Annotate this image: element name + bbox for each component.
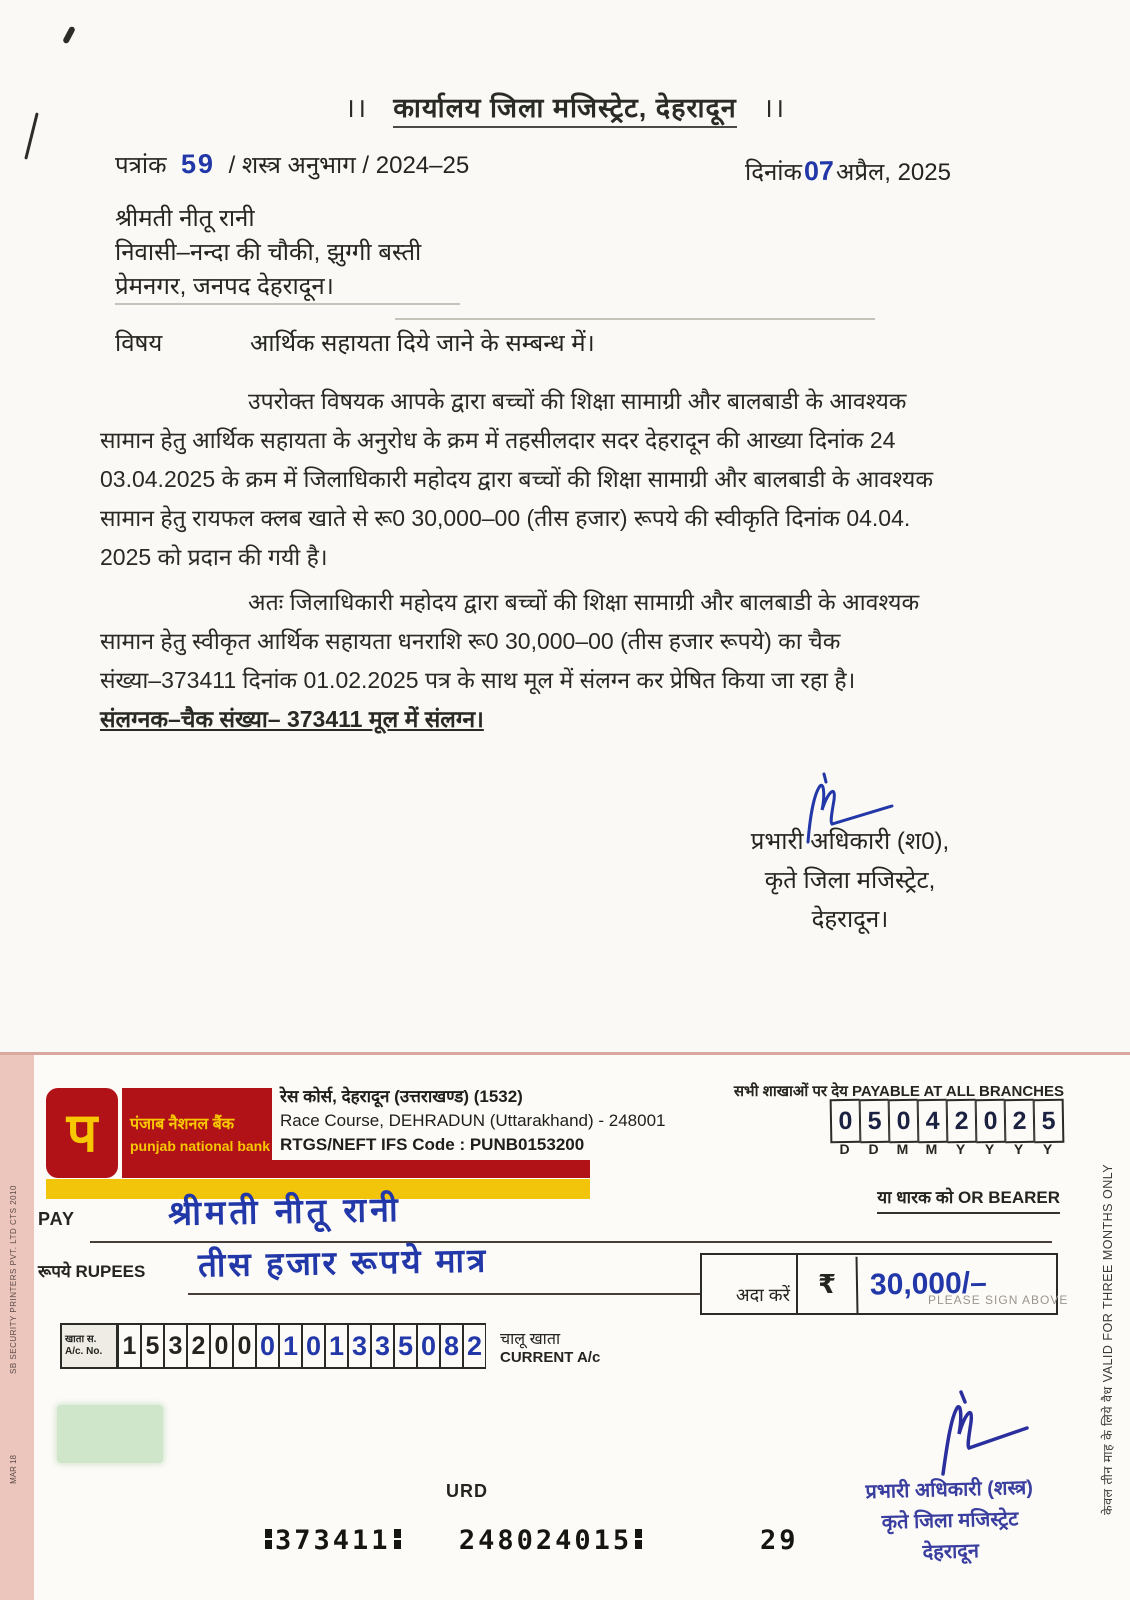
addressee-block <box>115 202 421 304</box>
account-digit-printed: 1 <box>118 1323 141 1369</box>
scan-underline <box>115 303 460 305</box>
rupees-label: रूपये RUPEES <box>38 1262 146 1281</box>
enclosure-line: संलग्नक–चैक संख्या– 373411 मूल में संलग्न। <box>100 706 484 732</box>
date-digit: 5 <box>860 1099 890 1143</box>
printer-imprint-vertical: SB SECURITY PRINTERS PVT. LTD CTS 2010 <box>9 1185 18 1374</box>
para-line: सामान हेतु रायफल क्लब खाते से रू0 30,000–00 (तीस हजार) रूपये की स्वीकृति दिनांक 04.04. <box>100 505 911 531</box>
micr-delimiter-icon <box>265 1529 272 1549</box>
date-boxes <box>830 1099 1064 1143</box>
scan-underline <box>395 318 875 320</box>
pnb-logo-icon <box>46 1088 118 1178</box>
ref-number-handwritten: 59 <box>180 148 215 180</box>
micr-delimiter-icon <box>635 1529 642 1549</box>
account-number-row <box>60 1323 600 1369</box>
account-digit-printed: 0 <box>210 1323 233 1369</box>
account-digit-printed: 5 <box>141 1323 164 1369</box>
micr-sort-code: 248024015 <box>458 1525 633 1556</box>
para-line: उपरोक्त विषयक आपके द्वारा बच्चों की शिक्षा सामाग्री और बालबाडी के आवश्यक <box>248 388 907 414</box>
para-line: अतः जिलाधिकारी महोदय द्वारा बच्चों की शिक्षा सामाग्री और बालबाडी के आवश्यक <box>248 589 920 615</box>
account-digit-handwritten: 1 <box>325 1323 348 1369</box>
date-format-letter: M <box>896 1141 909 1157</box>
please-sign-above-text: PLEASE SIGN ABOVE <box>928 1293 1069 1307</box>
account-digit-printed: 0 <box>233 1323 256 1369</box>
account-digit-handwritten: 0 <box>256 1323 279 1369</box>
date-day-handwritten: 07 <box>803 155 835 187</box>
branch-block <box>280 1085 666 1157</box>
date-digit: 5 <box>1034 1099 1065 1144</box>
addressee-line: प्रेमनगर, जनपद देहरादून। <box>115 273 334 300</box>
maroon-stripe <box>272 1160 590 1178</box>
signatory-block <box>690 822 1010 939</box>
account-digit-handwritten: 2 <box>463 1323 486 1369</box>
stamp-line: देहरादून <box>922 1540 980 1564</box>
account-digit-printed: 3 <box>164 1323 187 1369</box>
header-bars-left: ।। <box>344 93 368 123</box>
micr-trailing: 29 <box>760 1525 799 1556</box>
account-digit-handwritten: 8 <box>440 1323 463 1369</box>
date-format-letter: Y <box>955 1141 966 1157</box>
account-label-english: A/c. No. <box>65 1346 103 1357</box>
office-stamp <box>829 1472 1071 1571</box>
stamp-line: कृते जिला मजिस्ट्रेट <box>881 1508 1019 1534</box>
pay-order-label: अदा करें <box>735 1285 790 1305</box>
account-type <box>500 1323 600 1369</box>
account-type-hindi: चालू खाता <box>500 1330 561 1348</box>
officer-signature-cheque <box>905 1390 1035 1480</box>
security-green-patch <box>57 1405 163 1463</box>
date-digit: 4 <box>918 1099 948 1143</box>
rupee-symbol: ₹ <box>796 1255 856 1313</box>
date-format-letter: M <box>925 1141 938 1157</box>
subject-row <box>115 326 1015 359</box>
bank-name-box <box>122 1088 272 1178</box>
subject-label: विषय <box>115 330 163 357</box>
letter-header <box>0 88 1130 125</box>
micr-cheque-number: 373411 <box>275 1525 391 1556</box>
ref-label: पत्रांक <box>115 152 167 179</box>
account-digit-handwritten: 0 <box>302 1323 325 1369</box>
bank-name-hindi: पंजाब नैशनल बैंक <box>130 1116 235 1133</box>
date-digit: 0 <box>830 1099 861 1144</box>
account-digit-handwritten: 5 <box>394 1323 417 1369</box>
branch-english: Race Course, DEHRADUN (Uttarakhand) - 248001 <box>280 1111 666 1130</box>
date-label: दिनांक <box>745 159 802 186</box>
bank-name-english: punjab national bank <box>130 1138 271 1154</box>
account-label-hindi: खाता स. <box>65 1334 97 1345</box>
branch-hindi: रेस कोर्स, देहरादून (उत्तराखण्ड) (1532) <box>280 1087 523 1106</box>
date-format-letter: Y <box>984 1141 995 1157</box>
subject-text: आर्थिक सहायता दिये जाने के सम्बन्ध में। <box>250 330 595 357</box>
date-digit: 0 <box>976 1099 1006 1143</box>
addressee-line: निवासी–नन्दा की चौकी, झुग्गी बस्ती <box>115 239 422 266</box>
para-line: 03.04.2025 के क्रम में जिलाधिकारी महोदय द्वारा बच्चों की शिक्षा सामाग्री और बालबाडी के आवश्यक <box>100 466 933 492</box>
para-line: संख्या–373411 दिनांक 01.02.2025 पत्र के साथ मूल में संलग्न कर प्रेषित किया जा रहा है। <box>100 667 856 693</box>
validity-vertical-text: केवल तीन माह के लिये वैध VALID FOR THREE MONTHS ONLY <box>1101 1163 1115 1515</box>
date-rest: अप्रैल, 2025 <box>835 159 951 186</box>
stamp-line: प्रभारी अधिकारी (शस्त्र) <box>865 1476 1034 1504</box>
date-digit: 2 <box>1005 1099 1035 1143</box>
payable-at-all-branches: सभी शाखाओं पर देय PAYABLE AT ALL BRANCHES <box>733 1083 1064 1100</box>
account-digit-handwritten: 3 <box>348 1323 371 1369</box>
account-digit-handwritten: 0 <box>417 1323 440 1369</box>
or-bearer-label: या धारक को OR BEARER <box>877 1185 1060 1214</box>
date-format-row <box>830 1141 1062 1157</box>
date-digit: 2 <box>947 1099 977 1143</box>
ref-suffix: / शस्त्र अनुभाग / 2024–25 <box>228 152 470 179</box>
payee-name-handwritten: श्रीमती नीतू रानी <box>167 1190 403 1234</box>
para-line: सामान हेतु आर्थिक सहायता के अनुरोध के क्रम में तहसीलदार सदर देहरादून की आख्या दिनांक 24 <box>100 427 896 453</box>
date-format-letter: D <box>868 1141 879 1157</box>
account-number-label <box>60 1323 118 1369</box>
account-digit-printed: 2 <box>187 1323 210 1369</box>
pay-label: PAY <box>38 1209 76 1229</box>
urd-code: URD <box>446 1481 488 1501</box>
header-bars-right: ।। <box>762 93 786 123</box>
letter-date <box>745 155 951 188</box>
date-digit: 0 <box>889 1099 919 1143</box>
signatory-line: देहरादून। <box>811 906 889 933</box>
signatory-line: प्रभारी अधिकारी (श0), <box>750 828 950 855</box>
pen-mark <box>62 26 76 45</box>
paragraph-1 <box>100 382 1075 577</box>
ifs-code: RTGS/NEFT IFS Code : PUNB0153200 <box>280 1135 585 1154</box>
micr-delimiter-icon <box>394 1529 401 1549</box>
cheque <box>0 1052 1130 1600</box>
addressee-line: श्रीमती नीतू रानी <box>115 205 255 232</box>
amount-words-rule-line <box>188 1293 700 1295</box>
date-format-letter: Y <box>1013 1141 1024 1157</box>
printer-imprint-vertical-2: MAR 18 <box>9 1455 18 1484</box>
account-type-english: CURRENT A/c <box>500 1348 601 1366</box>
micr-line <box>262 1525 645 1556</box>
account-digit-handwritten: 1 <box>279 1323 302 1369</box>
office-title: कार्यालय जिला मजिस्ट्रेट, देहरादून <box>393 93 737 128</box>
pnb-logo-glyph: प <box>66 1103 98 1163</box>
date-format-letter: D <box>839 1141 850 1157</box>
paragraph-2 <box>100 583 1075 739</box>
amount-words-handwritten: तीस हजार रूपये मात्र <box>197 1241 489 1284</box>
date-format-letter: Y <box>1042 1141 1053 1157</box>
signatory-line: कृते जिला मजिस्ट्रेट, <box>764 867 936 894</box>
para-line: सामान हेतु स्वीकृत आर्थिक सहायता धनराशि रू0 30,000–00 (तीस हजार रूपये) का चैक <box>100 628 841 654</box>
para-line: 2025 को प्रदान की गयी है। <box>100 544 328 570</box>
letter-reference <box>115 148 469 181</box>
account-digit-handwritten: 3 <box>371 1323 394 1369</box>
amount-figures-handwritten: 30,000/– <box>856 1253 1057 1314</box>
